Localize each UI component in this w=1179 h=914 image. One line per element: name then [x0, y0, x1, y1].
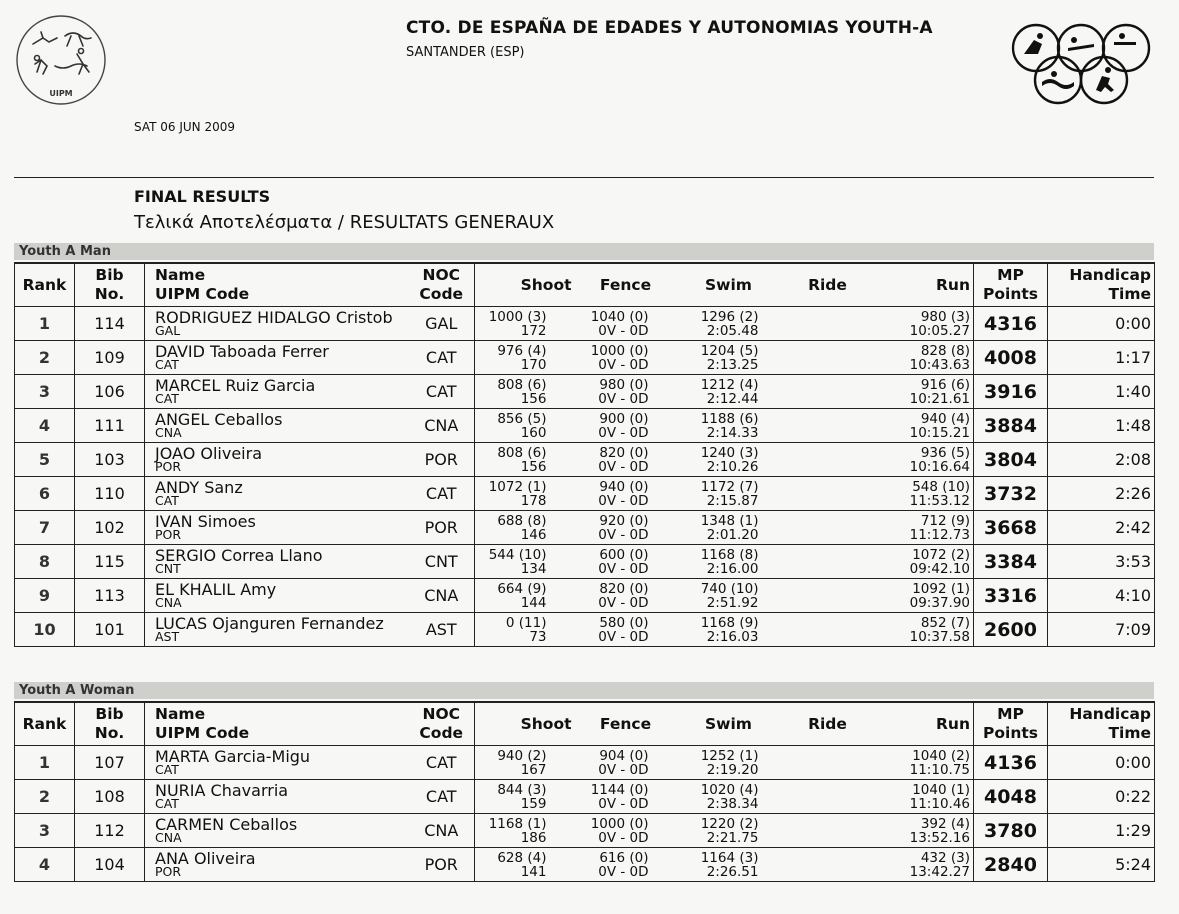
mp-points-cell: 4316 [974, 307, 1048, 341]
report-subtitle: Τελικά Αποτελέσματα / RESULTATS GENERAUX [134, 212, 555, 233]
col-fence: Fence [575, 263, 677, 307]
competition-venue: SANTANDER (ESP) [406, 45, 525, 60]
bib-cell: 115 [75, 545, 145, 579]
noc-cell: GAL [409, 307, 475, 341]
results-table-men [14, 262, 1155, 647]
rank-cell: 4 [15, 848, 75, 882]
ride-cell [781, 746, 875, 780]
noc-cell: CAT [409, 746, 475, 780]
handicap-time-cell: 4:10 [1048, 579, 1155, 613]
swim-cell: 1296 (2) 2:05.48 [677, 307, 781, 341]
run-cell: 980 (3) 10:05.27 [875, 307, 974, 341]
rank-cell: 10 [15, 613, 75, 647]
ride-cell [781, 341, 875, 375]
col-bib: Bib No. [75, 702, 145, 746]
rank-cell: 3 [15, 375, 75, 409]
bib-cell: 102 [75, 511, 145, 545]
handicap-time-cell: 2:08 [1048, 443, 1155, 477]
rank-cell: 3 [15, 814, 75, 848]
swim-cell: 1212 (4) 2:12.44 [677, 375, 781, 409]
uipm-code: AST [155, 629, 180, 644]
fence-cell: 940 (0) 0V - 0D [575, 477, 677, 511]
col-run: Run [875, 263, 974, 307]
noc-cell: POR [409, 443, 475, 477]
rank-cell: 2 [15, 341, 75, 375]
fence-cell: 820 (0) 0V - 0D [575, 579, 677, 613]
uipm-logo [15, 14, 107, 106]
run-cell: 936 (5) 10:16.64 [875, 443, 974, 477]
swim-cell: 1020 (4) 2:38.34 [677, 780, 781, 814]
swim-cell: 1204 (5) 2:13.25 [677, 341, 781, 375]
result-row [15, 746, 1155, 780]
rank-cell: 1 [15, 746, 75, 780]
uipm-code: CNT [155, 561, 181, 576]
swim-cell: 1348 (1) 2:01.20 [677, 511, 781, 545]
shoot-cell: 844 (3) 159 [475, 780, 575, 814]
col-rank: Rank [15, 702, 75, 746]
bib-cell: 109 [75, 341, 145, 375]
noc-cell: CAT [409, 780, 475, 814]
handicap-time-cell: 1:29 [1048, 814, 1155, 848]
col-run: Run [875, 702, 974, 746]
mp-points-cell: 3884 [974, 409, 1048, 443]
rank-cell: 8 [15, 545, 75, 579]
mp-points-cell: 2600 [974, 613, 1048, 647]
mp-points-cell: 4008 [974, 341, 1048, 375]
uipm-code: CNA [155, 830, 182, 845]
fence-cell: 920 (0) 0V - 0D [575, 511, 677, 545]
col-bib: Bib No. [75, 263, 145, 307]
shoot-cell: 0 (11) 73 [475, 613, 575, 647]
run-cell: 916 (6) 10:21.61 [875, 375, 974, 409]
run-cell: 1092 (1) 09:37.90 [875, 579, 974, 613]
shoot-cell: 808 (6) 156 [475, 375, 575, 409]
ride-cell [781, 848, 875, 882]
handicap-time-cell: 2:26 [1048, 477, 1155, 511]
run-cell: 828 (8) 10:43.63 [875, 341, 974, 375]
col-swim: Swim [677, 702, 781, 746]
noc-cell: CAT [409, 341, 475, 375]
athlete-name-cell [145, 613, 409, 647]
noc-cell: POR [409, 848, 475, 882]
athlete-name: NURIA Chavarria [155, 781, 289, 800]
svg-text:UIPM: UIPM [49, 89, 73, 98]
mp-points-cell: 2840 [974, 848, 1048, 882]
athlete-name: SERGIO Correa Llano [155, 546, 323, 565]
col-handicap-time: Handicap Time [1048, 263, 1155, 307]
shoot-cell: 628 (4) 141 [475, 848, 575, 882]
mp-points-cell: 4048 [974, 780, 1048, 814]
result-row [15, 780, 1155, 814]
athlete-name: MARCEL Ruiz Garcia [155, 376, 316, 395]
ride-cell [781, 409, 875, 443]
shoot-cell: 1000 (3) 172 [475, 307, 575, 341]
handicap-time-cell: 1:48 [1048, 409, 1155, 443]
athlete-name: LUCAS Ojanguren Fernandez [155, 614, 384, 633]
shoot-cell: 940 (2) 167 [475, 746, 575, 780]
bib-cell: 101 [75, 613, 145, 647]
swim-cell: 1164 (3) 2:26.51 [677, 848, 781, 882]
report-title: FINAL RESULTS [134, 187, 271, 206]
uipm-code: POR [155, 527, 182, 542]
section-label-men: Youth A Man [14, 243, 1154, 260]
uipm-code: POR [155, 864, 182, 879]
col-shoot: Shoot [475, 263, 575, 307]
handicap-time-cell: 0:00 [1048, 307, 1155, 341]
run-cell: 392 (4) 13:52.16 [875, 814, 974, 848]
col-rank: Rank [15, 263, 75, 307]
col-ride: Ride [781, 702, 875, 746]
athlete-name-cell [145, 443, 409, 477]
noc-cell: CNA [409, 579, 475, 613]
swim-cell: 1252 (1) 2:19.20 [677, 746, 781, 780]
ride-cell [781, 613, 875, 647]
fence-cell: 1144 (0) 0V - 0D [575, 780, 677, 814]
header-divider [14, 177, 1154, 178]
bib-cell: 110 [75, 477, 145, 511]
athlete-name-cell [145, 375, 409, 409]
pentathlon-rings-logo [1010, 20, 1152, 108]
uipm-code: CAT [155, 493, 179, 508]
swim-cell: 1220 (2) 2:21.75 [677, 814, 781, 848]
shoot-cell: 976 (4) 170 [475, 341, 575, 375]
ride-cell [781, 545, 875, 579]
ride-cell [781, 375, 875, 409]
athlete-name-cell [145, 780, 409, 814]
athlete-name-cell [145, 579, 409, 613]
bib-cell: 104 [75, 848, 145, 882]
result-row [15, 613, 1155, 647]
fence-cell: 600 (0) 0V - 0D [575, 545, 677, 579]
fence-cell: 616 (0) 0V - 0D [575, 848, 677, 882]
col-ride: Ride [781, 263, 875, 307]
athlete-name-cell [145, 814, 409, 848]
rank-cell: 7 [15, 511, 75, 545]
shoot-cell: 1168 (1) 186 [475, 814, 575, 848]
athlete-name: ANGEL Ceballos [155, 410, 283, 429]
ride-cell [781, 307, 875, 341]
result-row [15, 409, 1155, 443]
uipm-code: CNA [155, 425, 182, 440]
run-cell: 940 (4) 10:15.21 [875, 409, 974, 443]
noc-cell: CAT [409, 375, 475, 409]
shoot-cell: 1072 (1) 178 [475, 477, 575, 511]
fence-cell: 1000 (0) 0V - 0D [575, 814, 677, 848]
noc-cell: CAT [409, 477, 475, 511]
athlete-name-cell [145, 307, 409, 341]
athlete-name: ANDY Sanz [155, 478, 243, 497]
run-cell: 432 (3) 13:42.27 [875, 848, 974, 882]
result-row [15, 848, 1155, 882]
mp-points-cell: 3316 [974, 579, 1048, 613]
athlete-name: RODRIGUEZ HIDALGO Cristob [155, 308, 393, 327]
fence-cell: 580 (0) 0V - 0D [575, 613, 677, 647]
uipm-code: CAT [155, 357, 179, 372]
handicap-time-cell: 1:17 [1048, 341, 1155, 375]
competition-title: CTO. DE ESPAÑA DE EDADES Y AUTONOMIAS YOUTH-A [406, 18, 933, 38]
ride-cell [781, 511, 875, 545]
result-row [15, 511, 1155, 545]
fence-cell: 904 (0) 0V - 0D [575, 746, 677, 780]
col-fence: Fence [575, 702, 677, 746]
handicap-time-cell: 5:24 [1048, 848, 1155, 882]
results-table-women [14, 701, 1155, 882]
noc-cell: AST [409, 613, 475, 647]
result-row [15, 477, 1155, 511]
bib-cell: 114 [75, 307, 145, 341]
athlete-name-cell [145, 341, 409, 375]
col-shoot: Shoot [475, 702, 575, 746]
athlete-name: DAVID Taboada Ferrer [155, 342, 329, 361]
result-row [15, 375, 1155, 409]
rank-cell: 4 [15, 409, 75, 443]
run-cell: 1040 (1) 11:10.46 [875, 780, 974, 814]
noc-cell: CNA [409, 814, 475, 848]
fence-cell: 980 (0) 0V - 0D [575, 375, 677, 409]
col-noc: NOC Code [409, 263, 475, 307]
rank-cell: 5 [15, 443, 75, 477]
handicap-time-cell: 1:40 [1048, 375, 1155, 409]
bib-cell: 107 [75, 746, 145, 780]
athlete-name-cell [145, 848, 409, 882]
result-row [15, 579, 1155, 613]
ride-cell [781, 477, 875, 511]
col-handicap-time: Handicap Time [1048, 702, 1155, 746]
swim-cell: 1188 (6) 2:14.33 [677, 409, 781, 443]
uipm-code: CAT [155, 391, 179, 406]
rank-cell: 6 [15, 477, 75, 511]
bib-cell: 103 [75, 443, 145, 477]
competition-date: SAT 06 JUN 2009 [134, 120, 235, 134]
athlete-name-cell [145, 746, 409, 780]
bib-cell: 108 [75, 780, 145, 814]
mp-points-cell: 3780 [974, 814, 1048, 848]
run-cell: 548 (10) 11:53.12 [875, 477, 974, 511]
athlete-name: CARMEN Ceballos [155, 815, 298, 834]
athlete-name: EL KHALIL Amy [155, 580, 277, 599]
swim-cell: 1168 (9) 2:16.03 [677, 613, 781, 647]
swim-cell: 1168 (8) 2:16.00 [677, 545, 781, 579]
fence-cell: 1040 (0) 0V - 0D [575, 307, 677, 341]
shoot-cell: 664 (9) 144 [475, 579, 575, 613]
shoot-cell: 544 (10) 134 [475, 545, 575, 579]
uipm-code: CAT [155, 762, 179, 777]
col-name: Name UIPM Code [145, 702, 409, 746]
bib-cell: 113 [75, 579, 145, 613]
bib-cell: 106 [75, 375, 145, 409]
shoot-cell: 688 (8) 146 [475, 511, 575, 545]
mp-points-cell: 3384 [974, 545, 1048, 579]
rank-cell: 2 [15, 780, 75, 814]
col-noc: NOC Code [409, 702, 475, 746]
noc-cell: CNT [409, 545, 475, 579]
fence-cell: 1000 (0) 0V - 0D [575, 341, 677, 375]
result-row [15, 545, 1155, 579]
ride-cell [781, 814, 875, 848]
run-cell: 712 (9) 11:12.73 [875, 511, 974, 545]
athlete-name-cell [145, 545, 409, 579]
mp-points-cell: 3668 [974, 511, 1048, 545]
fence-cell: 820 (0) 0V - 0D [575, 443, 677, 477]
col-mp-points: MP Points [974, 702, 1048, 746]
mp-points-cell: 4136 [974, 746, 1048, 780]
handicap-time-cell: 7:09 [1048, 613, 1155, 647]
athlete-name: ANA Oliveira [155, 849, 256, 868]
run-cell: 1072 (2) 09:42.10 [875, 545, 974, 579]
rank-cell: 1 [15, 307, 75, 341]
section-label-women: Youth A Woman [14, 682, 1154, 699]
result-row [15, 443, 1155, 477]
mp-points-cell: 3916 [974, 375, 1048, 409]
result-row [15, 341, 1155, 375]
shoot-cell: 808 (6) 156 [475, 443, 575, 477]
col-mp-points: MP Points [974, 263, 1048, 307]
uipm-code: CNA [155, 595, 182, 610]
mp-points-cell: 3732 [974, 477, 1048, 511]
noc-cell: CNA [409, 409, 475, 443]
run-cell: 1040 (2) 11:10.75 [875, 746, 974, 780]
uipm-code: POR [155, 459, 182, 474]
swim-cell: 740 (10) 2:51.92 [677, 579, 781, 613]
athlete-name-cell [145, 511, 409, 545]
swim-cell: 1172 (7) 2:15.87 [677, 477, 781, 511]
uipm-code: GAL [155, 323, 181, 338]
shoot-cell: 856 (5) 160 [475, 409, 575, 443]
athlete-name: MARTA Garcia-Migu [155, 747, 311, 766]
handicap-time-cell: 2:42 [1048, 511, 1155, 545]
ride-cell [781, 579, 875, 613]
handicap-time-cell: 0:00 [1048, 746, 1155, 780]
ride-cell [781, 443, 875, 477]
bib-cell: 112 [75, 814, 145, 848]
ride-cell [781, 780, 875, 814]
noc-cell: POR [409, 511, 475, 545]
result-row [15, 814, 1155, 848]
run-cell: 852 (7) 10:37.58 [875, 613, 974, 647]
mp-points-cell: 3804 [974, 443, 1048, 477]
handicap-time-cell: 3:53 [1048, 545, 1155, 579]
bib-cell: 111 [75, 409, 145, 443]
result-row [15, 307, 1155, 341]
col-name: Name UIPM Code [145, 263, 409, 307]
handicap-time-cell: 0:22 [1048, 780, 1155, 814]
athlete-name: IVAN Simoes [155, 512, 256, 531]
athlete-name-cell [145, 409, 409, 443]
athlete-name-cell [145, 477, 409, 511]
col-swim: Swim [677, 263, 781, 307]
uipm-code: CAT [155, 796, 179, 811]
fence-cell: 900 (0) 0V - 0D [575, 409, 677, 443]
swim-cell: 1240 (3) 2:10.26 [677, 443, 781, 477]
athlete-name: JOAO Oliveira [155, 444, 262, 463]
rank-cell: 9 [15, 579, 75, 613]
